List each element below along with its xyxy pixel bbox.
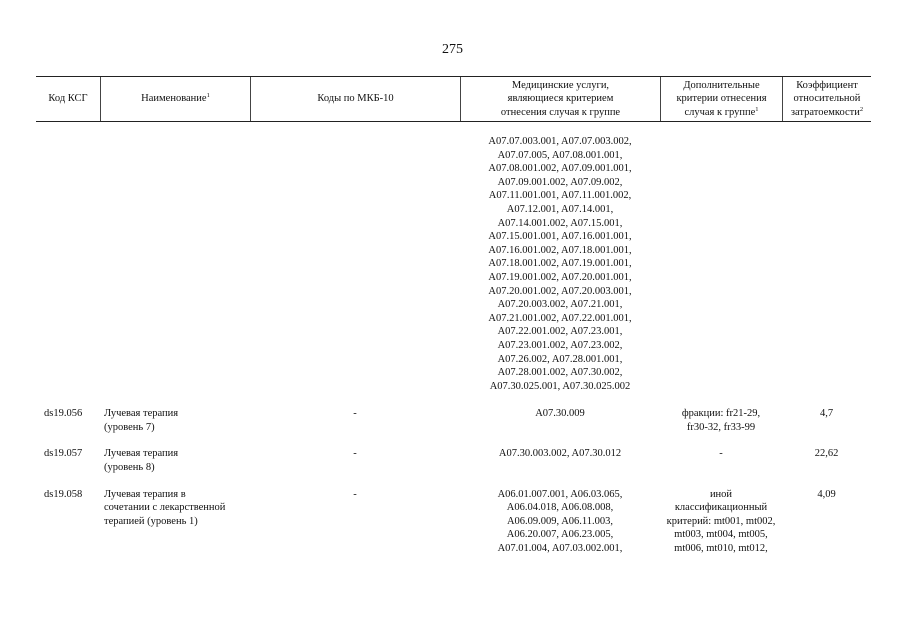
text-line: A07.20.003.002, A07.21.001, (497, 299, 623, 311)
header-name: Наименование$^1$ (100, 77, 250, 121)
text-line: сочетании с лекарственной (104, 502, 226, 514)
header-medical-services: Медицинские услуги, являющиеся критерием отнесения случая к группе (460, 77, 660, 121)
text-line: A07.30.025.001, A07.30.025.002 (489, 380, 631, 392)
text-line: (уровень 8) (104, 462, 155, 474)
table-row (36, 407, 871, 434)
text-line: A07.30.003.002, A07.30.012 (498, 448, 622, 460)
page-number: 275 (442, 42, 463, 57)
coefficient: 4,09 (817, 488, 836, 500)
text-line: A07.11.001.001, A07.11.001.002, (488, 190, 632, 202)
mkb-codes: - (353, 408, 357, 420)
table-row (36, 447, 871, 474)
ksg-table (36, 76, 871, 556)
text-line: A07.07.003.001, A07.07.003.002, (488, 136, 632, 147)
text-line: A06.01.007.001, A06.03.065, (497, 488, 623, 500)
text-line: Лучевая терапия (104, 408, 179, 420)
coefficient: 22,62 (814, 448, 839, 460)
table-row (36, 488, 871, 556)
ksg-name (100, 488, 250, 556)
text-line: терапией (уровень 1) (104, 515, 198, 527)
services-list (460, 135, 660, 393)
text-line: mt003, mt004, mt005, (674, 529, 768, 541)
extra-criteria (660, 447, 782, 474)
text-line: (уровень 7) (104, 421, 155, 433)
header-coefficient: Коэффициент относительной затратоемкости$^2$ (782, 77, 871, 121)
extra-criteria (660, 488, 782, 556)
coefficient: 4,7 (819, 408, 834, 420)
ksg-code: ds19.057 (44, 448, 83, 460)
text-line: A07.09.001.002, A07.09.002, (497, 176, 623, 188)
extra-criteria (660, 407, 782, 434)
text-line: A07.01.004, A07.03.002.001, (497, 543, 623, 555)
text-line: A07.19.001.002, A07.20.001.001, (488, 271, 632, 283)
text-line: Лучевая терапия (104, 448, 179, 460)
text-line: A07.28.001.002, A07.30.002, (497, 367, 623, 379)
text-line: A07.08.001.002, A07.09.001.001, (488, 163, 632, 175)
text-line: mt006, mt010, mt012, (674, 543, 768, 555)
header-mkb-codes: Коды по МКБ-10 (250, 77, 460, 121)
text-line: A06.20.007, A06.23.005, (506, 529, 614, 541)
ksg-name (100, 407, 250, 434)
text-line: A06.09.009, A06.11.003, (506, 515, 614, 527)
ksg-code: ds19.056 (44, 408, 83, 420)
ksg-name (100, 447, 250, 474)
text-line: A07.07.005, A07.08.001.001, (497, 149, 623, 161)
header-code-ksg: Код КСГ (48, 93, 88, 105)
text-line: Лучевая терапия в (104, 488, 186, 500)
medical-services (460, 407, 660, 434)
text-line: A07.16.001.002, A07.18.001.001, (488, 244, 632, 256)
text-line: иной (709, 488, 733, 500)
table-row-continuation (36, 135, 871, 393)
text-line: A07.12.001, A07.14.001, (506, 203, 614, 215)
mkb-codes: - (353, 488, 357, 500)
medical-services (460, 488, 660, 556)
text-line: A06.04.018, A06.08.008, (506, 502, 614, 514)
text-line: A07.23.001.002, A07.23.002, (497, 339, 623, 351)
text-line: A07.22.001.002, A07.23.001, (497, 326, 623, 338)
table-header (36, 76, 871, 122)
text-line: A07.15.001.001, A07.16.001.001, (488, 231, 632, 243)
text-line: критерий: mt001, mt002, (666, 515, 776, 527)
text-line: A07.21.001.002, A07.22.001.001, (488, 312, 632, 324)
text-line: fr30-32, fr33-99 (686, 421, 756, 433)
text-line: A07.30.009 (535, 408, 585, 420)
ksg-code: ds19.058 (44, 488, 83, 500)
text-line: фракции: fr21-29, (681, 408, 761, 420)
text-line: A07.20.001.002, A07.20.003.001, (488, 285, 632, 297)
text-line: A07.26.002, A07.28.001.001, (497, 353, 623, 365)
text-line: A07.18.001.002, A07.19.001.001, (488, 258, 632, 270)
mkb-codes: - (353, 448, 357, 460)
medical-services (460, 447, 660, 474)
text-line: классификационный (674, 502, 768, 514)
header-extra-criteria: Дополнительные критерии отнесения случая к группе$^1$ (660, 77, 782, 121)
text-line: - (719, 448, 723, 460)
text-line: A07.14.001.002, A07.15.001, (497, 217, 623, 229)
